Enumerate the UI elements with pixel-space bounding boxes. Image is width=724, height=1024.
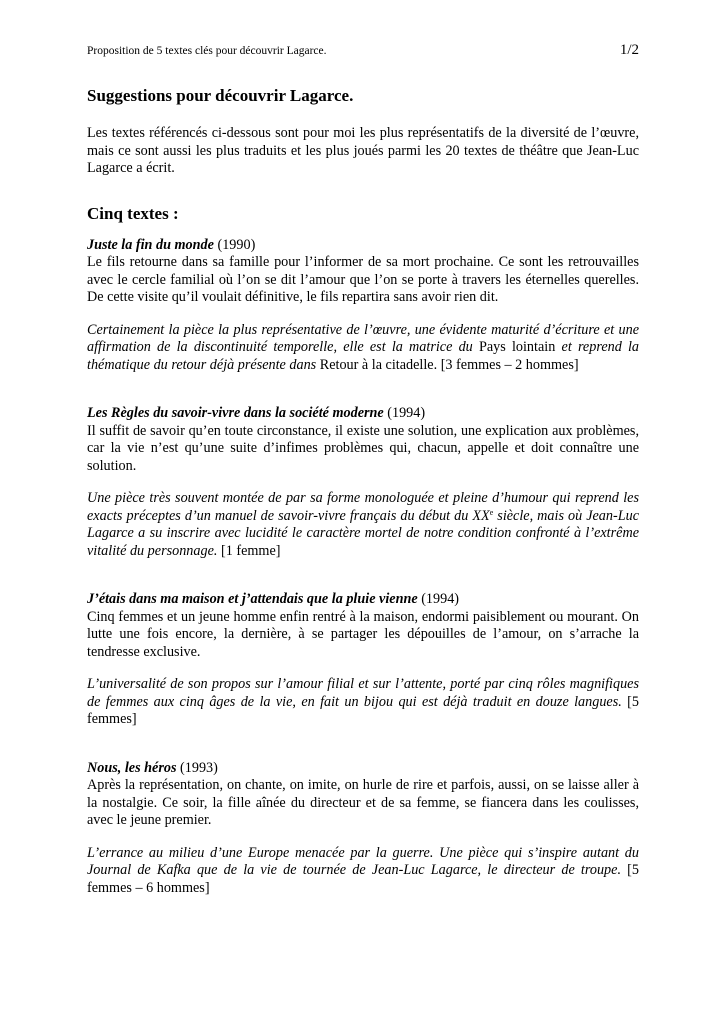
play-cast: [3 femmes – 2 hommes] (440, 356, 579, 373)
referenced-play: Pays lointain (478, 339, 556, 355)
referenced-play: Retour à la citadelle. (319, 356, 438, 373)
play-title: J’étais dans ma maison et j’attendais que la pluie vienne (87, 591, 418, 607)
play-title: Nous, les héros (87, 759, 177, 776)
document-body (87, 86, 639, 897)
play-synopsis: Cinq femmes et un jeune homme enfin rentré à la maison, endormi paisiblement ou mourant. On lutte une fois encore, la dernière, à se partager les dépouilles de l’amour, on s’arrache la tendresse exclusive. (87, 608, 639, 660)
play-entry (87, 591, 639, 729)
play-synopsis: Il suffit de savoir qu’en toute circonstance, il existe une solution, une explication aux problèmes, car la vie n’est qu’une suite d’infimes problèmes qui, chacun, appelle et doit connaître une solution. (87, 422, 639, 474)
play-cast: [1 femme] (220, 542, 281, 559)
play-entry (87, 405, 639, 560)
play-cast: [5 femmes] (87, 693, 639, 727)
section-title: Cinq textes : (87, 203, 179, 223)
play-commentary: L’universalité de son propos sur l’amour filial et sur l’attente, porté par cinq rôles magnifiques de femmes aux cinq âges de la vie, en fait un bijou qui est déjà traduit en douze langues. [5 femmes] (87, 676, 639, 727)
page-number: 1/2 (619, 42, 639, 58)
play-heading (87, 760, 639, 778)
play-entry (87, 237, 639, 375)
play-commentary: Certainement la pièce la plus représentative de l’œuvre, une évidente maturité d’écriture et une affirmation de la discontinuité temporelle, elle est la matrice du Pays lointain et reprend la thématique du retour déjà présente dans Retour à la citadelle. [3 femmes – 2 hommes] (87, 321, 640, 373)
play-commentary: L’errance au milieu d’une Europe menacée par la guerre. Une pièce qui s’inspire autant du Journal de Kafka que de la vie de tournée de Jean-Luc Lagarce, le directeur de troupe. [5 femmes – 6 hommes] (87, 844, 639, 896)
running-title: Proposition de 5 textes clés pour découvrir Lagarce. (87, 45, 327, 57)
play-title: Les Règles du savoir-vivre dans la société moderne (87, 405, 384, 421)
play-synopsis: Après la représentation, on chante, on imite, on hurle de rire et parfois, aussi, on se laisse aller à la nostalgie. Ce soir, la fille aînée du directeur et de sa femme, se fiancera dans les coulisses, avec le jeune premier. (87, 777, 639, 828)
play-synopsis: Le fils retourne dans sa famille pour l’informer de sa mort prochaine. Ce sont les retrouvailles avec le cercle familial où l’on se dit l’amour que l’on se porte à travers les éternelles querelles. De cette visite qu’il voulait définitive, le fils repartira sans avoir rien dit. (87, 254, 639, 305)
play-entry (87, 760, 639, 898)
play-heading (87, 237, 639, 255)
play-year: (1994) (387, 405, 426, 421)
play-year: (1990) (217, 236, 256, 253)
intro-paragraph: Les textes référencés ci-dessous sont pour moi les plus représentatifs de la diversité de l’œuvre, mais ce sont aussi les plus traduits et les plus joués parmi les 20 textes de théâtre que Jean-Luc Lagarce a écrit. (87, 125, 639, 176)
play-year: (1993) (180, 759, 218, 776)
superscript: e (489, 507, 494, 517)
document-title: Suggestions pour découvrir Lagarce. (87, 86, 354, 105)
play-heading (87, 591, 639, 609)
play-heading (87, 405, 639, 423)
play-cast: [5 femmes – 6 hommes] (87, 862, 639, 896)
page-header (87, 42, 639, 59)
play-year: (1994) (421, 591, 460, 607)
play-commentary: Une pièce très souvent montée de par sa forme monologuée et pleine d’humour qui reprend les exacts préceptes d’un manuel de savoir-vivre français du début du XXe siècle, mais où Jean-Luc Lagarce a su inscrire avec lucidité le caractère mortel de notre condition confronté à l’extrême vitalité du personnage. [1 femme] (87, 490, 639, 559)
play-title: Juste la fin du monde (87, 236, 214, 253)
